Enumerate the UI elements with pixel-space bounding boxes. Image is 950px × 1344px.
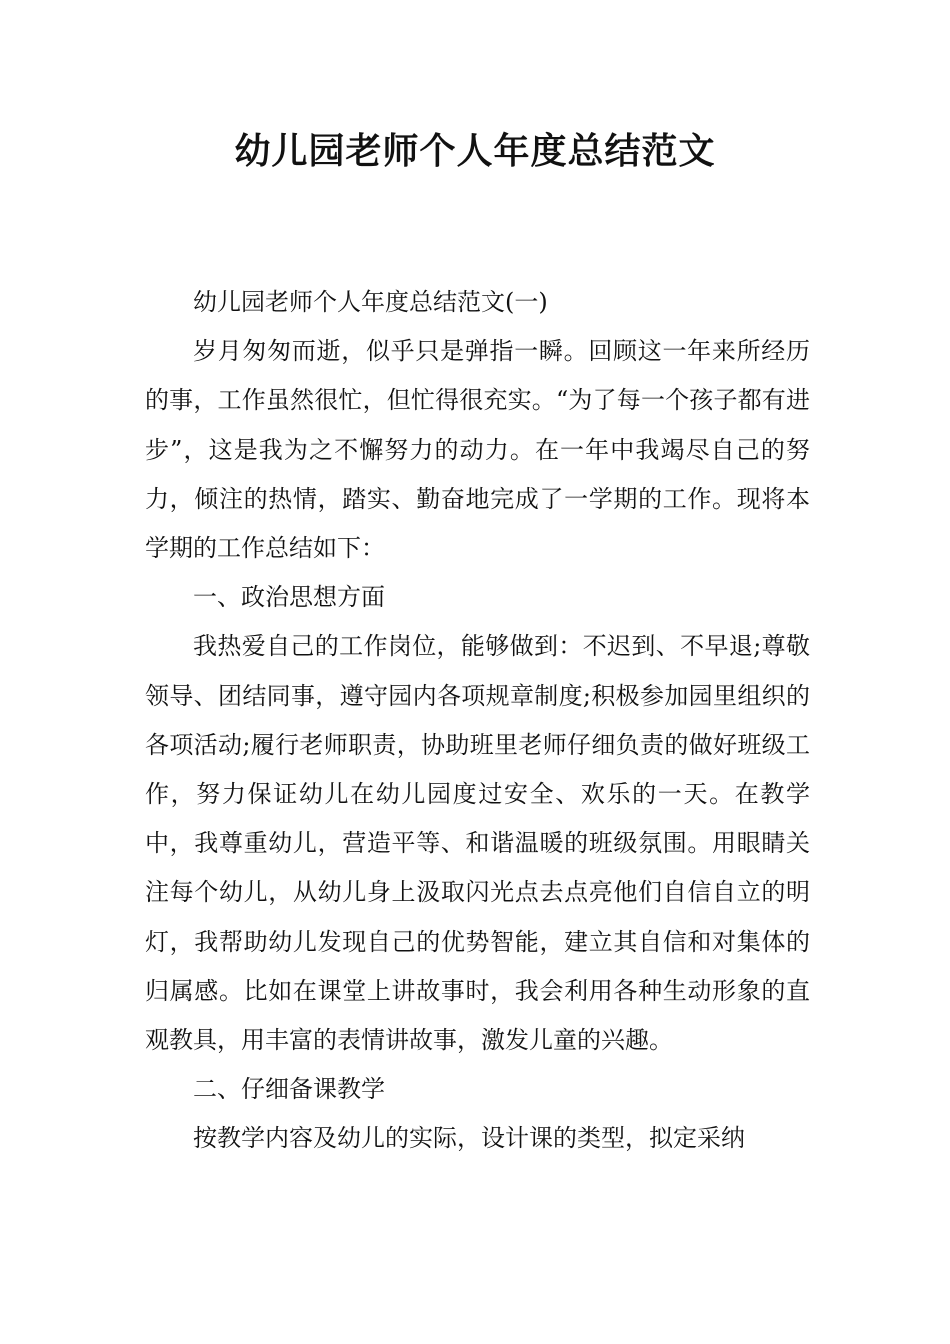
section-heading-lesson-prep: 二、仔细备课教学 xyxy=(193,1075,385,1104)
document-title: 幼儿园老师个人年度总结范文 xyxy=(234,131,716,172)
paragraph-politics: 我热爱自己的工作岗位，能够做到：不迟到、不早退;尊敬领导、团结同事，遵守园内各项规章制度;积极参加园里组织的各项活动;履行老师职责，协助班里老师仔细负责的做好班级工作，努力保证幼儿在幼儿园度过安全、欢乐的一天。在教学中，我尊重幼儿，营造平等、和谐温暖的班级氛围。用眼睛关注每个幼儿，从幼儿身上汲取闪光点去点亮他们自信自立的明灯，我帮助幼儿发现自己的优势智能，建立其自信和对集体的归属感。比如在课堂上讲故事时，我会利用各种生动形象的直观教具，用丰富的表情讲故事，激发儿童的兴趣。 xyxy=(145,632,810,1055)
document-body xyxy=(145,278,810,1164)
paragraph-lesson-prep: 按教学内容及幼儿的实际，设计课的类型，拟定采纳 xyxy=(193,1124,745,1153)
section-heading-intro: 幼儿园老师个人年度总结范文(一) xyxy=(193,288,548,316)
section-heading-politics: 一、政治思想方面 xyxy=(193,583,385,612)
paragraph-opening: 岁月匆匆而逝，似乎只是弹指一瞬。回顾这一年来所经历的事，工作虽然很忙，但忙得很充实。“为了每一个孩子都有进步”，这是我为之不懈努力的动力。在一年中我竭尽自己的努力，倾注的热情，踏实、勤奋地完成了一学期的工作。现将本学期的工作总结如下： xyxy=(145,337,810,563)
